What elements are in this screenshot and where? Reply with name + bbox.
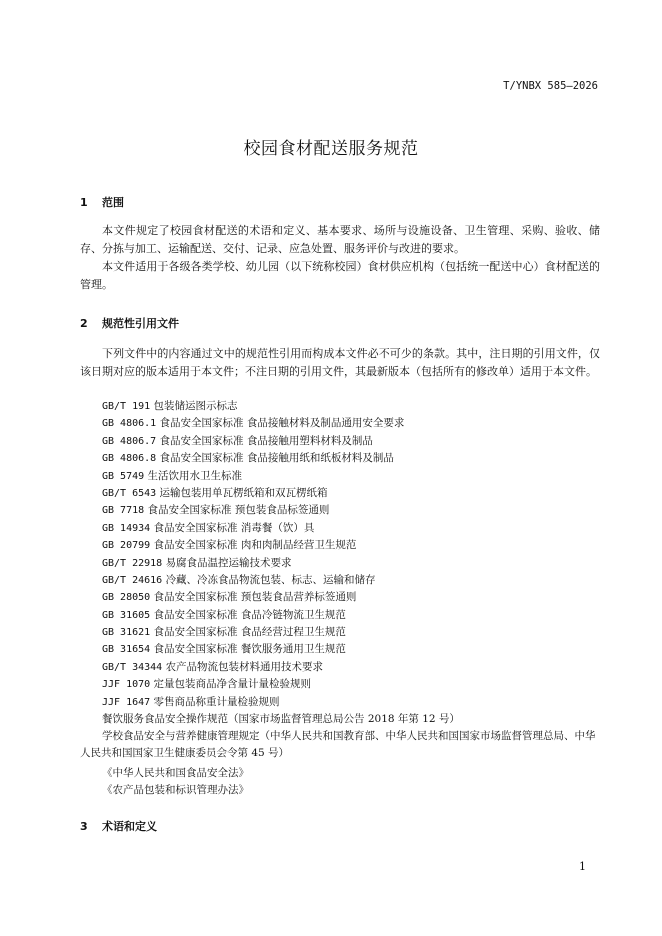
list-item: 餐饮服务食品安全操作规范（国家市场监督管理总局公告 2018 年第 12 号） <box>102 713 460 726</box>
section-heading-scope <box>80 194 124 210</box>
list-item: JJF 1070 定量包装商品净含量计量检验规则 <box>102 678 312 691</box>
section-title: 范围 <box>102 196 124 209</box>
list-item: GB 4806.8 食品安全国家标准 食品接触用纸和纸板材料及制品 <box>102 452 394 465</box>
law-reference-packaging: 《农产品包装和标识管理办法》 <box>102 784 249 796</box>
list-item: GB/T 191 包装储运图示标志 <box>102 400 238 412</box>
list-item: GB 4806.7 食品安全国家标准 食品接触用塑料材料及制品 <box>102 434 373 447</box>
list-item: GB/T 6543 运输包装用单瓦楞纸箱和双瓦楞纸箱 <box>102 486 328 499</box>
list-item: GB 31654 食品安全国家标准 餐饮服务通用卫生规范 <box>102 643 346 656</box>
long-reference: 学校食品安全与营养健康管理规定（中华人民共和国教育部、中华人民共和国国家市场监督管理总局、中华人民共和国国家卫生健康委员会令第 45 号） <box>80 730 596 760</box>
section-number: 3 <box>80 820 88 833</box>
list-item: GB 5749 生活饮用水卫生标准 <box>102 469 242 482</box>
list-item: GB 20799 食品安全国家标准 肉和肉制品经营卫生规范 <box>102 539 357 552</box>
list-item: GB 28050 食品安全国家标准 预包装食品营养标签通则 <box>102 591 357 604</box>
page-number: 1 <box>579 860 586 873</box>
document-code: T/YNBX 585—2026 <box>503 80 598 92</box>
section-number: 1 <box>80 196 88 209</box>
page-title: 校园食材配送服务规范 <box>243 139 419 159</box>
list-item: GB 4806.1 食品安全国家标准 食品接触材料及制品通用安全要求 <box>102 417 405 430</box>
section-number: 2 <box>80 317 88 330</box>
list-item: GB/T 22918 易腐食品温控运输技术要求 <box>102 556 292 569</box>
list-item: GB 31605 食品安全国家标准 食品冷链物流卫生规范 <box>102 608 346 621</box>
references-intro: 下列文件中的内容通过文中的规范性引用而构成本文件必不可少的条款。其中，注日期的引用文件，仅该日期对应的版本适用于本文件；不注日期的引用文件，其最新版本（包括所有的修改单）适用于本文件。 <box>80 347 600 378</box>
list-item: GB/T 34344 农产品物流包装材料通用技术要求 <box>102 660 324 673</box>
list-item: JJF 1647 零售商品称重计量检验规则 <box>102 695 280 708</box>
scope-paragraph-1: 本文件规定了校园食材配送的术语和定义、基本要求、场所与设施设备、卫生管理、采购、验收、储存、分拣与加工、运输配送、交付、记录、应急处置、服务评价与改进的要求。 <box>80 224 600 255</box>
law-reference-food-safety: 《中华人民共和国食品安全法》 <box>102 767 249 779</box>
section-title: 术语和定义 <box>102 820 157 833</box>
list-item: GB/T 24616 冷藏、冷冻食品物流包装、标志、运输和储存 <box>102 573 376 586</box>
list-item: GB 7718 食品安全国家标准 预包装食品标签通则 <box>102 504 330 517</box>
reference-list <box>102 398 602 728</box>
scope-paragraph-2: 本文件适用于各级各类学校、幼儿园（以下统称校园）食材供应机构（包括统一配送中心）食材配送的管理。 <box>80 260 600 291</box>
section-title: 规范性引用文件 <box>102 317 179 330</box>
section-heading-normative-references <box>80 315 179 331</box>
list-item: GB 14934 食品安全国家标准 消毒餐（饮）具 <box>102 521 315 534</box>
list-item: GB 31621 食品安全国家标准 食品经营过程卫生规范 <box>102 626 346 639</box>
section-heading-terms <box>80 818 157 834</box>
